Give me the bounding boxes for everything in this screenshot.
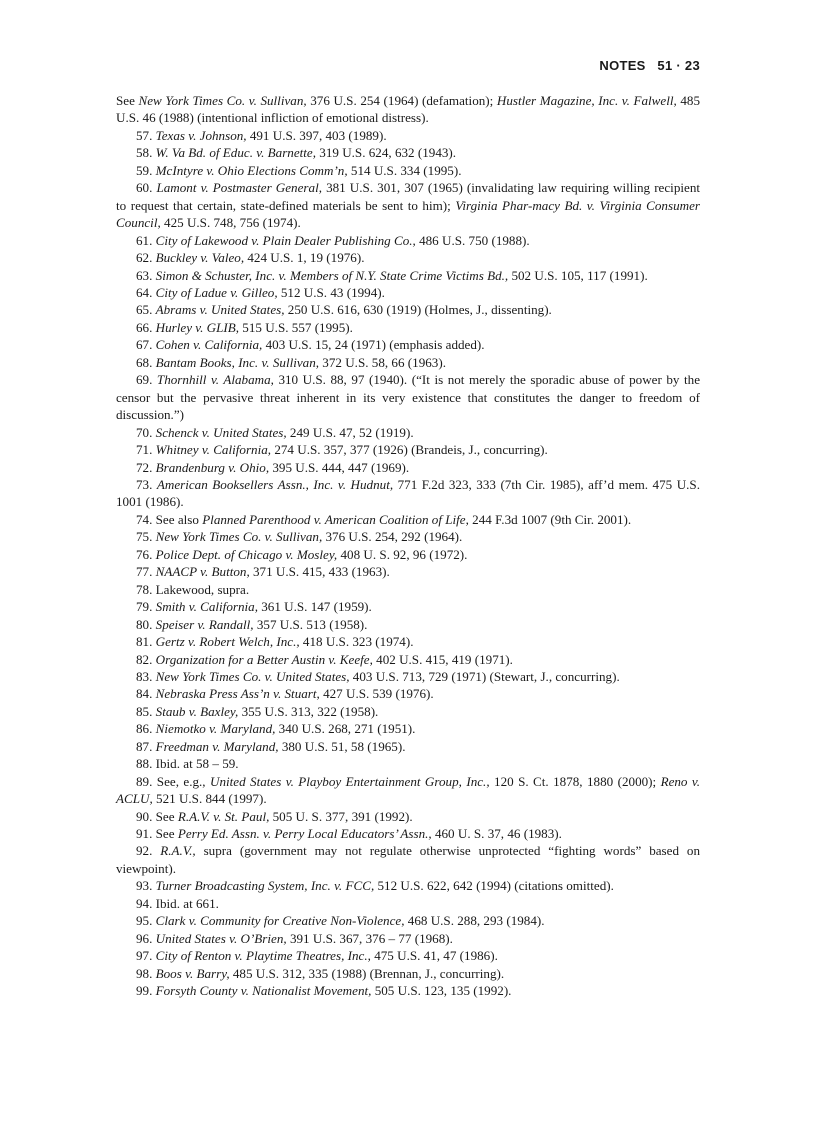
- note-item: [116, 668, 700, 685]
- note-number: 88.: [136, 756, 156, 772]
- note-item: [116, 912, 700, 929]
- case-name: New York Times Co. v. United States,: [155, 668, 350, 684]
- note-item: [116, 598, 700, 615]
- case-name: Organization for a Better Austin v. Keefe,: [155, 651, 373, 667]
- note-item: [116, 633, 700, 650]
- case-name: American Booksellers Assn., Inc. v. Hudnut,: [156, 476, 394, 492]
- note-item: [116, 546, 700, 563]
- note-item: [116, 301, 700, 318]
- note-item: [116, 319, 700, 336]
- citation-text: 361 U.S. 147 (1959).: [257, 599, 372, 615]
- case-name: Reno v. ACLU,: [116, 773, 701, 807]
- note-item: [116, 685, 700, 702]
- case-name: Thornhill v. Alabama,: [156, 372, 274, 388]
- note-number: 68.: [136, 354, 156, 370]
- note-item: [116, 511, 700, 528]
- note-item: [116, 336, 700, 353]
- note-item: [116, 842, 700, 877]
- citation-text: 244 F.3d 1007 (9th Cir. 2001).: [468, 511, 632, 527]
- note-item: [116, 371, 700, 423]
- case-name: Hustler Magazine, Inc. v. Falwell,: [496, 93, 677, 108]
- citation-text: 376 U.S. 254 (1964) (defamation);: [306, 93, 497, 108]
- citation-text: 505 U.S. 123, 135 (1992).: [371, 983, 512, 999]
- case-name: New York Times Co. v. Sullivan,: [138, 93, 307, 108]
- citation-text: See: [155, 808, 178, 824]
- citation-text: 512 U.S. 622, 642 (1994) (citations omitted).: [374, 878, 614, 894]
- citation-text: 485 U.S. 312, 335 (1988) (Brennan, J., concurring).: [229, 965, 505, 981]
- note-item: [116, 965, 700, 982]
- note-number: 57.: [136, 127, 156, 143]
- citation-text: 403 U.S. 15, 24 (1971) (emphasis added).: [262, 337, 485, 353]
- note-item: [116, 581, 700, 598]
- citation-text: 357 U.S. 513 (1958).: [253, 616, 368, 632]
- note-number: 60.: [136, 180, 157, 196]
- note-number: 93.: [136, 878, 156, 894]
- note-item: [116, 92, 700, 127]
- note-number: 94.: [136, 895, 156, 911]
- note-number: 63.: [136, 267, 156, 283]
- citation-text: 771 F.2d 323, 333 (7th Cir. 1985), aff’d mem. 475 U.S. 1001 (1986).: [116, 476, 700, 510]
- note-item: [116, 738, 700, 755]
- citation-text: 403 U.S. 713, 729 (1971) (Stewart, J., concurring).: [349, 668, 620, 684]
- citation-text: 376 U.S. 254, 292 (1964).: [322, 529, 463, 545]
- note-item: [116, 930, 700, 947]
- case-name: Buckley v. Valeo,: [155, 250, 245, 266]
- note-item: [116, 825, 700, 842]
- case-name: R.A.V.,: [160, 843, 196, 859]
- case-name: Brandenburg v. Ohio,: [155, 459, 270, 475]
- note-number: 96.: [136, 930, 156, 946]
- note-number: 92.: [136, 843, 161, 859]
- note-number: 89.: [136, 773, 157, 789]
- citation-text: 424 U.S. 1, 19 (1976).: [244, 250, 365, 266]
- citation-text: 372 U.S. 58, 66 (1963).: [319, 354, 446, 370]
- citation-text: 486 U.S. 750 (1988).: [415, 232, 530, 248]
- note-number: 59.: [136, 162, 156, 178]
- citation-text: 381 U.S. 301, 307 (1965) (invalidating law requiring willing recipient to request that certain, state-defined materials be sent to him);: [116, 180, 700, 213]
- citation-text: supra (government may not regulate otherwise unprotected “fighting words” based on viewpoint).: [116, 843, 701, 876]
- note-item: [116, 162, 700, 179]
- note-number: 65.: [136, 302, 156, 318]
- case-name: Smith v. California,: [155, 599, 258, 615]
- case-name: Bantam Books, Inc. v. Sullivan,: [155, 354, 320, 370]
- case-name: Whitney v. California,: [155, 442, 272, 458]
- citation-text: 380 U.S. 51, 58 (1965).: [278, 738, 406, 754]
- note-number: 82.: [136, 651, 156, 667]
- case-name: New York Times Co. v. Sullivan,: [155, 529, 323, 545]
- citation-text: 491 U.S. 397, 403 (1989).: [246, 127, 387, 143]
- case-name: NAACP v. Button,: [155, 564, 250, 580]
- case-name: Speiser v. Randall,: [155, 616, 254, 632]
- note-item: [116, 982, 700, 999]
- note-item: [116, 720, 700, 737]
- citation-text: 512 U.S. 43 (1994).: [277, 284, 385, 300]
- note-item: [116, 459, 700, 476]
- case-name: City of Lakewood v. Plain Dealer Publishing Co.,: [155, 232, 416, 248]
- note-item: [116, 476, 700, 511]
- note-item: [116, 528, 700, 545]
- case-name: United States v. O’Brien,: [155, 930, 287, 946]
- note-number: 69.: [136, 372, 157, 388]
- citation-text: 319 U.S. 624, 632 (1943).: [316, 145, 457, 161]
- case-name: Freedman v. Maryland,: [155, 738, 279, 754]
- citation-text: 120 S. Ct. 1878, 1880 (2000);: [489, 773, 661, 789]
- citation-text: 250 U.S. 616, 630 (1919) (Holmes, J., dissenting).: [284, 302, 552, 318]
- citation-text: 371 U.S. 415, 433 (1963).: [249, 564, 390, 580]
- citation-text: 402 U.S. 415, 419 (1971).: [372, 651, 513, 667]
- note-number: 67.: [136, 337, 156, 353]
- case-name: Abrams v. United States,: [155, 302, 285, 318]
- note-item: [116, 947, 700, 964]
- note-item: [116, 616, 700, 633]
- case-name: Virginia Phar-macy Bd. v. Virginia Consumer Council,: [116, 197, 700, 231]
- case-name: Niemotko v. Maryland,: [155, 721, 276, 737]
- citation-text: 310 U.S. 88, 97 (1940). (“It is not merely the sporadic abuse of power by the censor but the pervasive threat inherent in its very existence that constitutes the danger to freedom of discussion.”): [116, 372, 701, 423]
- note-item: [116, 773, 700, 808]
- note-number: 76.: [136, 546, 156, 562]
- citation-text: 274 U.S. 357, 377 (1926) (Brandeis, J., concurring).: [271, 442, 548, 458]
- note-number: 66.: [136, 319, 156, 335]
- case-name: Perry Ed. Assn. v. Perry Local Educators’ Assn.,: [177, 826, 432, 842]
- case-name: W. Va Bd. of Educ. v. Barnette,: [155, 145, 317, 161]
- note-number: 77.: [136, 564, 156, 580]
- case-name: Hurley v. GLIB,: [155, 319, 240, 335]
- citation-text: 468 U.S. 288, 293 (1984).: [404, 913, 545, 929]
- note-item: [116, 354, 700, 371]
- note-number: 97.: [136, 948, 156, 964]
- citation-text: 427 U.S. 539 (1976).: [319, 686, 434, 702]
- note-number: 64.: [136, 284, 156, 300]
- note-number: 90.: [136, 808, 156, 824]
- case-name: City of Renton v. Playtime Theatres, Inc.,: [155, 948, 371, 964]
- case-name: Nebraska Press Ass’n v. Stuart,: [155, 686, 320, 702]
- case-name: Simon & Schuster, Inc. v. Members of N.Y. State Crime Victims Bd.,: [155, 267, 509, 283]
- citation-text: 475 U.S. 41, 47 (1986).: [370, 948, 498, 964]
- case-name: Police Dept. of Chicago v. Mosley,: [155, 546, 338, 562]
- note-number: 87.: [136, 738, 156, 754]
- note-number: 71.: [136, 442, 156, 458]
- citation-text: 355 U.S. 313, 322 (1958).: [238, 703, 379, 719]
- note-item: [116, 895, 700, 912]
- citation-text: 505 U. S. 377, 391 (1992).: [269, 808, 413, 824]
- citation-text: See, e.g.,: [156, 773, 210, 789]
- note-item: [116, 703, 700, 720]
- case-name: Cohen v. California,: [155, 337, 263, 353]
- case-name: Staub v. Baxley,: [155, 703, 239, 719]
- citation-text: Lakewood, supra.: [155, 581, 250, 597]
- header-page-number: 51 · 23: [657, 58, 700, 73]
- citation-text: Ibid. at 58 – 59.: [155, 756, 239, 772]
- note-number: 86.: [136, 721, 156, 737]
- citation-text: See: [155, 826, 178, 842]
- note-item: [116, 284, 700, 301]
- note-number: 99.: [136, 983, 156, 999]
- note-item: [116, 651, 700, 668]
- note-item: [116, 441, 700, 458]
- citation-text: 514 U.S. 334 (1995).: [347, 162, 462, 178]
- note-item: [116, 179, 700, 231]
- running-header: [599, 58, 700, 73]
- case-name: Turner Broadcasting System, Inc. v. FCC,: [155, 878, 375, 894]
- note-item: [116, 249, 700, 266]
- note-number: 85.: [136, 703, 156, 719]
- note-item: [116, 144, 700, 161]
- note-item: [116, 808, 700, 825]
- citation-text: 395 U.S. 444, 447 (1969).: [269, 459, 410, 475]
- case-name: City of Ladue v. Gilleo,: [155, 284, 278, 300]
- note-number: 79.: [136, 599, 156, 615]
- note-number: 73.: [136, 476, 157, 492]
- citation-text: 460 U. S. 37, 46 (1983).: [431, 826, 562, 842]
- case-name: Gertz v. Robert Welch, Inc.,: [155, 634, 300, 650]
- note-number: 91.: [136, 826, 156, 842]
- citation-text: 502 U.S. 105, 117 (1991).: [508, 267, 648, 283]
- note-number: 83.: [136, 668, 156, 684]
- note-number: 84.: [136, 686, 156, 702]
- note-item: [116, 127, 700, 144]
- citation-text: 391 U.S. 367, 376 – 77 (1968).: [286, 930, 453, 946]
- note-item: [116, 424, 700, 441]
- citation-text: See: [116, 93, 139, 108]
- note-item: [116, 563, 700, 580]
- note-item: [116, 232, 700, 249]
- citation-text: 485 U.S. 46 (1988) (intentional infliction of emotional distress).: [116, 93, 701, 126]
- header-section-label: NOTES: [599, 58, 646, 73]
- note-number: 61.: [136, 232, 156, 248]
- case-name: Planned Parenthood v. American Coalition of Life,: [202, 511, 469, 527]
- citation-text: Ibid. at 661.: [155, 895, 219, 911]
- note-number: 72.: [136, 459, 156, 475]
- case-name: Boos v. Barry,: [155, 965, 230, 981]
- citation-text: 418 U.S. 323 (1974).: [299, 634, 414, 650]
- citation-text: 521 U.S. 844 (1997).: [152, 791, 267, 807]
- citation-text: 425 U.S. 748, 756 (1974).: [160, 215, 301, 231]
- note-number: 62.: [136, 250, 156, 266]
- citation-text: See also: [155, 511, 203, 527]
- note-number: 75.: [136, 529, 156, 545]
- note-number: 58.: [136, 145, 156, 161]
- note-number: 81.: [136, 634, 156, 650]
- case-name: R.A.V. v. St. Paul,: [177, 808, 270, 824]
- case-name: Texas v. Johnson,: [155, 127, 247, 143]
- case-name: Clark v. Community for Creative Non-Violence,: [155, 913, 405, 929]
- note-number: 78.: [136, 581, 156, 597]
- note-item: [116, 267, 700, 284]
- citation-text: 408 U. S. 92, 96 (1972).: [337, 546, 468, 562]
- note-number: 98.: [136, 965, 156, 981]
- notes-list: [116, 92, 700, 1000]
- note-item: [116, 755, 700, 772]
- case-name: Forsyth County v. Nationalist Movement,: [155, 983, 372, 999]
- case-name: McIntyre v. Ohio Elections Comm’n,: [155, 162, 348, 178]
- case-name: United States v. Playboy Entertainment Group, Inc.,: [210, 773, 490, 789]
- case-name: Schenck v. United States,: [155, 424, 287, 440]
- citation-text: 340 U.S. 268, 271 (1951).: [275, 721, 416, 737]
- citation-text: 249 U.S. 47, 52 (1919).: [286, 424, 414, 440]
- case-name: Lamont v. Postmaster General,: [156, 180, 322, 196]
- note-number: 80.: [136, 616, 156, 632]
- citation-text: 515 U.S. 557 (1995).: [239, 319, 353, 335]
- note-item: [116, 877, 700, 894]
- note-number: 95.: [136, 913, 156, 929]
- note-number: 70.: [136, 424, 156, 440]
- note-number: 74.: [136, 511, 156, 527]
